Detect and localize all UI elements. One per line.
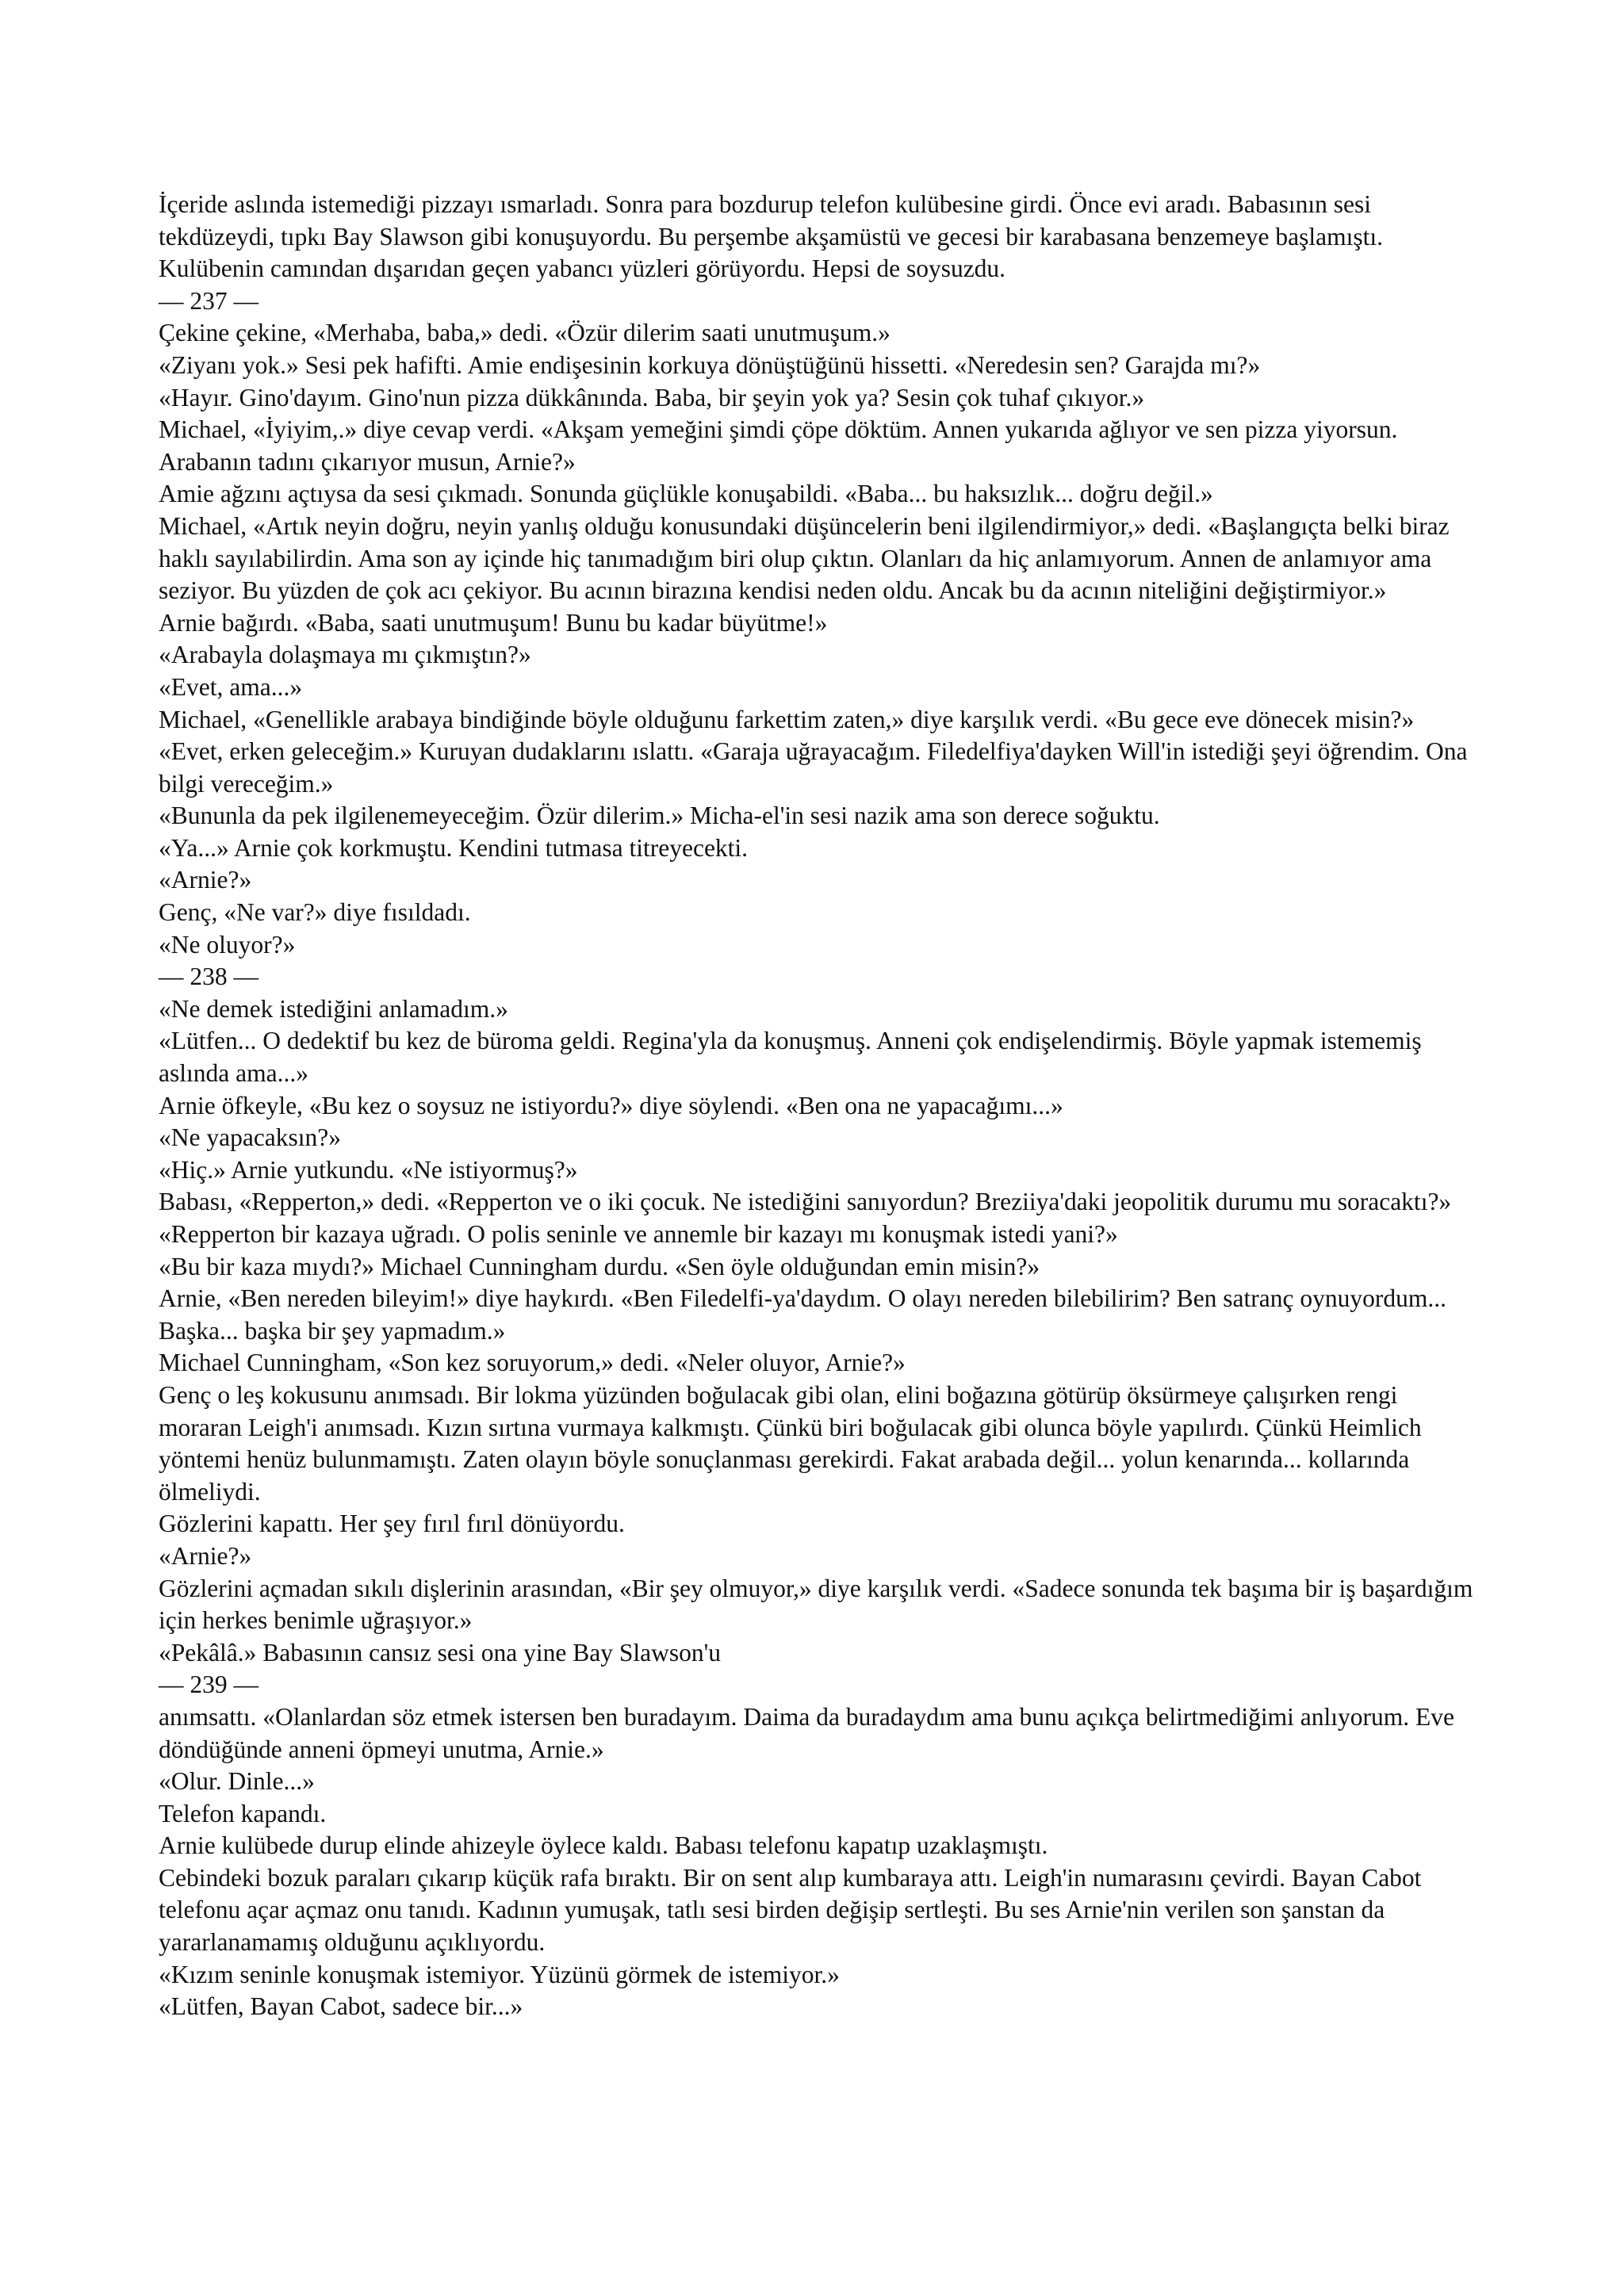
paragraph: «Bununla da pek ilgilenemeyeceğim. Özür dilerim.» Micha-el'in sesi nazik ama son derece soğuktu.	[159, 802, 1160, 830]
paragraph: «Lütfen... O dedektif bu kez de büroma geldi. Regina'yla da konuşmuş. Anneni çok endişelendirmiş. Böyle yapmak istememiş aslında ama...»	[159, 1027, 1422, 1088]
paragraph: Genç, «Ne var?» diye fısıldadı.	[159, 898, 471, 927]
paragraph: «Ziyanı yok.» Sesi pek hafifti. Amie endişesinin korkuya dönüştüğünü hissetti. «Neredesin sen? Garajda mı?»	[159, 350, 1261, 379]
page-number: — 238 —	[159, 962, 259, 991]
paragraph: Arnie bağırdı. «Baba, saati unutmuşum! Bunu bu kadar büyütme!»	[159, 608, 828, 637]
page-number: — 239 —	[159, 1670, 259, 1699]
paragraph: Genç o leş kokusunu anımsadı. Bir lokma yüzünden boğulacak gibi olan, elini boğazına götürüp öksürmeye çalışırken rengi moraran Leigh'i anımsadı. Kızın sırtına vurmaya kalkmıştı. Çünkü biri boğulacak gibi olunca böyle yapılırdı. Çünkü Heimlich yöntemi henüz bulunmamıştı. Zaten olayın böyle sonuçlanması gerekirdi. Fakat arabada değil... yolun kenarında... kollarında ölmeliydi.	[159, 1380, 1422, 1506]
paragraph: Arnie kulübede durup elinde ahizeyle öylece kaldı. Babası telefonu kapatıp uzaklaşmıştı.	[159, 1831, 1048, 1860]
paragraph: Amie ağzını açtıysa da sesi çıkmadı. Sonunda güçlükle konuşabildi. «Baba... bu haksızlık... doğru değil.»	[159, 480, 1213, 508]
paragraph: «Ne yapacaksın?»	[159, 1123, 342, 1152]
paragraph: «Evet, erken geleceğim.» Kuruyan dudaklarını ıslattı. «Garaja uğrayacağım. Filedelfiya'dayken Will'in istediği şeyi öğrendim. Ona bilgi vereceğim.»	[159, 737, 1468, 798]
paragraph: Michael Cunningham, «Son kez soruyorum,» dedi. «Neler oluyor, Arnie?»	[159, 1349, 906, 1377]
paragraph: «Repperton bir kazaya uğradı. O polis seninle ve annemle bir kazayı mı konuşmak istedi yani?»	[159, 1220, 1118, 1248]
paragraph: Michael, «Genellikle arabaya bindiğinde böyle olduğunu farkettim zaten,» diye karşılık verdi. «Bu gece eve dönecek misin?»	[159, 705, 1415, 733]
paragraph: «Arnie?»	[159, 866, 252, 894]
paragraph: Michael, «İyiyim,.» diye cevap verdi. «Akşam yemeğini şimdi çöpe döktüm. Annen yukarıda ağlıyor ve sen pizza yiyorsun. Arabanın tadını çıkarıyor musun, Arnie?»	[159, 415, 1398, 476]
paragraph: «Bu bir kaza mıydı?» Michael Cunningham durdu. «Sen öyle olduğundan emin misin?»	[159, 1252, 1040, 1280]
paragraph: «Lütfen, Bayan Cabot, sadece bir...»	[159, 1992, 523, 2021]
paragraph: «Hayır. Gino'dayım. Gino'nun pizza dükkânında. Baba, bir şeyin yok ya? Sesin çok tuhaf çıkıyor.»	[159, 383, 1145, 411]
paragraph: Çekine çekine, «Merhaba, baba,» dedi. «Özür dilerim saati unutmuşum.»	[159, 319, 891, 347]
paragraph: «Ne oluyor?»	[159, 930, 296, 959]
paragraph: «Pekâlâ.» Babasının cansız sesi ona yine Bay Slawson'u	[159, 1638, 722, 1667]
paragraph: «Hiç.» Arnie yutkundu. «Ne istiyormuş?»	[159, 1155, 578, 1184]
page-number: — 237 —	[159, 286, 259, 315]
paragraph: Babası, «Repperton,» dedi. «Repperton ve o iki çocuk. Ne istediğini sanıyordun? Breziiya'daki jeopolitik durumu mu soracaktı?»	[159, 1188, 1452, 1216]
paragraph: Gözlerini kapattı. Her şey fırıl fırıl dönüyordu.	[159, 1510, 625, 1538]
paragraph: «Arabayla dolaşmaya mı çıkmıştın?»	[159, 641, 531, 669]
paragraph: anımsattı. «Olanlardan söz etmek istersen ben buradayım. Daima da buradaydım ama bunu açıkça belirtmediğimi anlıyorum. Eve döndüğünde anneni öpmeyi unutma, Arnie.»	[159, 1702, 1454, 1763]
paragraph: İçeride aslında istemediği pizzayı ısmarladı. Sonra para bozdurup telefon kulübesine girdi. Önce evi aradı. Babasının sesi tekdüzeydi, tıpkı Bay Slawson gibi konuşuyordu. Bu perşembe akşamüstü ve gecesi bir karabasana benzemeye başlamıştı. Kulübenin camından dışarıdan geçen yabancı yüzleri görüyordu. Hepsi de soysuzdu.	[159, 190, 1383, 283]
paragraph: «Olur. Dinle...»	[159, 1767, 315, 1796]
page-text	[159, 189, 1483, 2023]
paragraph: «Evet, ama...»	[159, 672, 303, 701]
paragraph: Arnie öfkeyle, «Bu kez o soysuz ne istiyordu?» diye söylendi. «Ben ona ne yapacağımı...»	[159, 1091, 1063, 1119]
paragraph: Gözlerini açmadan sıkılı dişlerinin arasından, «Bir şey olmuyor,» diye karşılık verdi. «Sadece sonunda tek başıma bir iş başardığım için herkes benimle uğraşıyor.»	[159, 1574, 1473, 1635]
paragraph: «Ne demek istediğini anlamadım.»	[159, 994, 508, 1023]
paragraph: «Arnie?»	[159, 1541, 252, 1570]
paragraph: Cebindeki bozuk paraları çıkarıp küçük rafa bıraktı. Bir on sent alıp kumbaraya attı. Leigh'in numarasını çevirdi. Bayan Cabot telefonu açar açmaz onu tanıdı. Kadının yumuşak, tatlı sesi birden değişip sertleşti. Bu ses Arnie'nin verilen son şanstan da yararlanamamış olduğunu açıklıyordu.	[159, 1863, 1422, 1957]
paragraph: «Ya...» Arnie çok korkmuştu. Kendini tutmasa titreyecekti.	[159, 833, 749, 862]
paragraph: Telefon kapandı.	[159, 1799, 327, 1827]
paragraph: Michael, «Artık neyin doğru, neyin yanlış olduğu konusundaki düşüncelerin beni ilgilendirmiyor,» dedi. «Başlangıçta belki biraz haklı sayılabilirdin. Ama son ay içinde hiç tanımadığım biri olup çıktın. Olanları da hiç anlamıyorum. Annen de anlamıyor ama seziyor. Bu yüzden de çok acı çekiyor. Bu acının birazına kendisi neden oldu. Ancak bu da acının niteliğini değiştirmiyor.»	[159, 511, 1450, 605]
paragraph: «Kızım seninle konuşmak istemiyor. Yüzünü görmek de istemiyor.»	[159, 1960, 840, 1988]
paragraph: Arnie, «Ben nereden bileyim!» diye haykırdı. «Ben Filedelfi-ya'daydım. O olayı nereden bilebilirim? Ben satranç oynuyordum... Başka... başka bir şey yapmadım.»	[159, 1284, 1446, 1345]
